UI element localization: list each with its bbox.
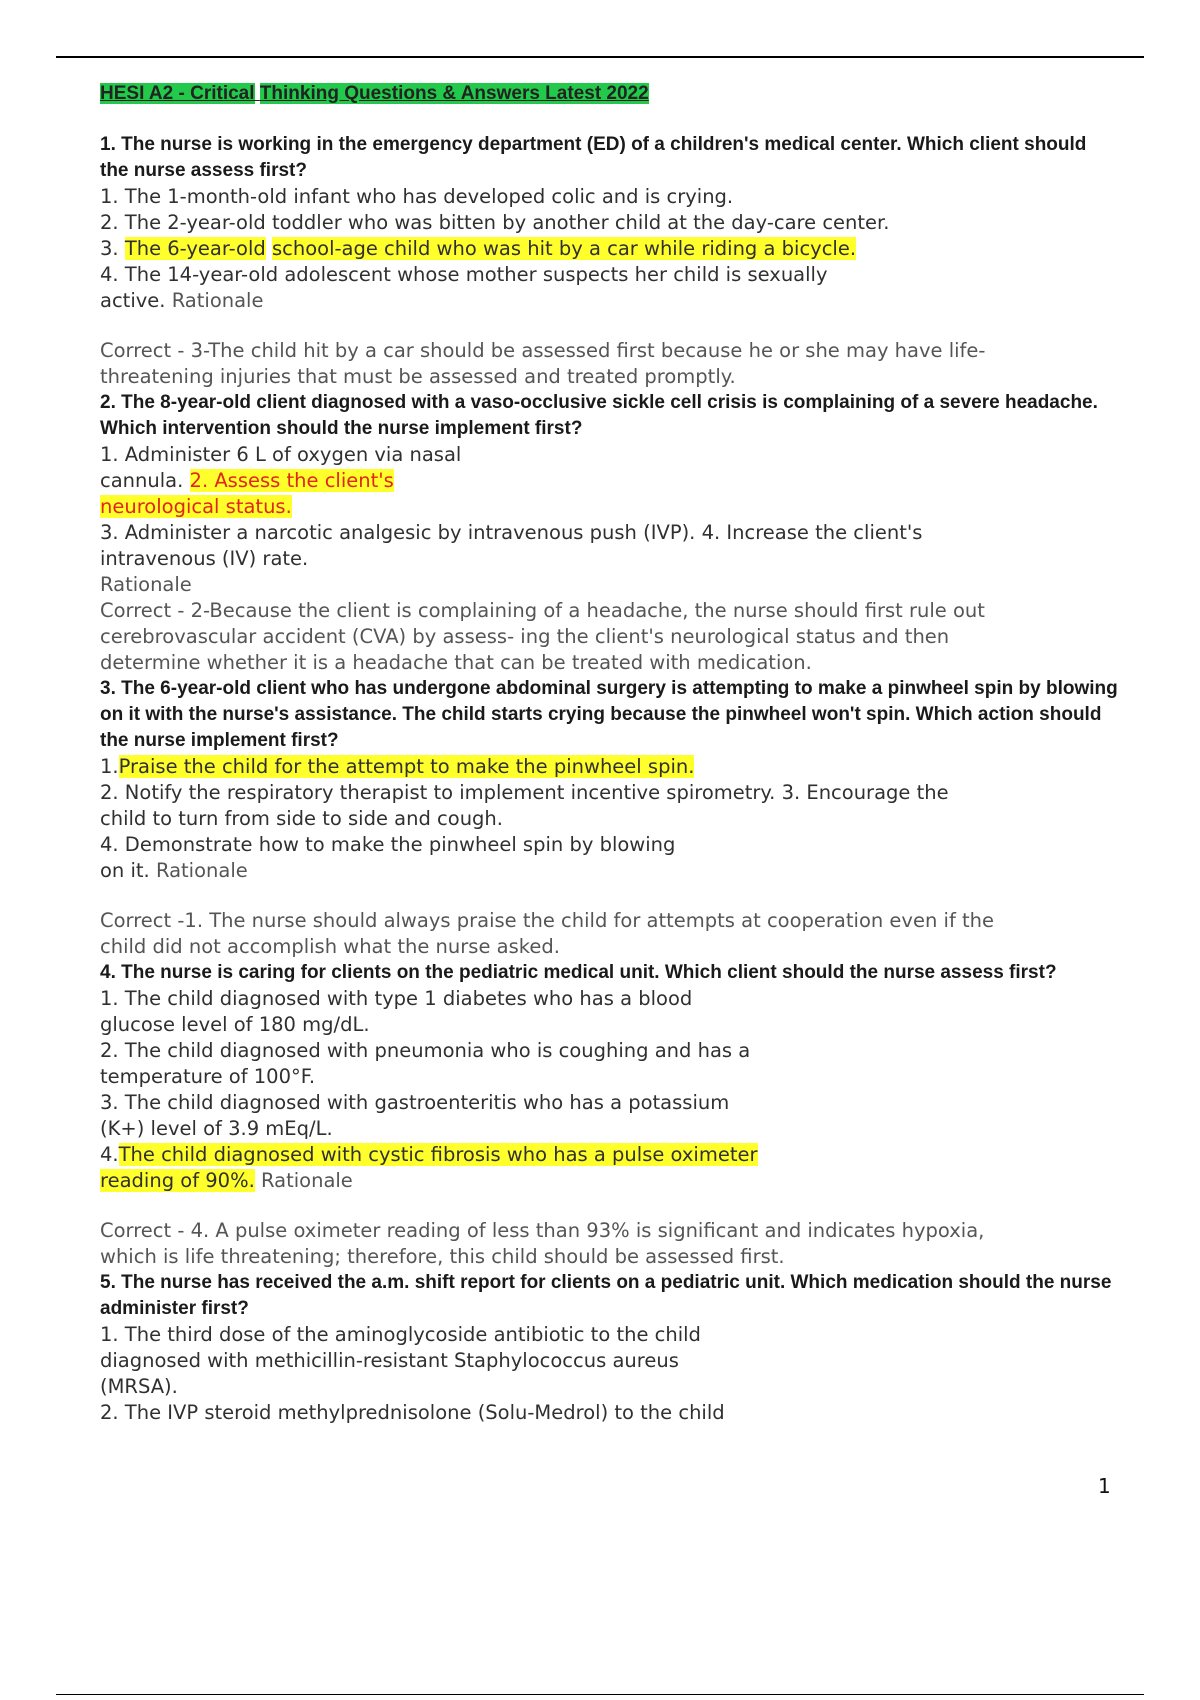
- q1-option-1: 1. The 1-month-old infant who has developed colic and is crying.: [100, 185, 734, 208]
- q4-option-4-line-1: [100, 1142, 1120, 1168]
- q4-option-1-line-2: glucose level of 180 mg/dL.: [100, 1013, 370, 1036]
- q3-correct-line-2: child did not accomplish what the nurse asked.: [100, 935, 560, 958]
- q1-option-3-highlight-a: The 6-year-old: [124, 237, 266, 260]
- q2-option-1-line-2-text: cannula.: [100, 469, 184, 492]
- q5-option-2-line-1: 2. The IVP steroid methylprednisolone (Solu-Medrol) to the child: [100, 1401, 725, 1424]
- q2-option-2-highlight-line-1: 2. Assess the client's: [189, 469, 394, 492]
- q1-option-3-highlight-b: school-age child who was hit by a car while riding a bicycle.: [271, 237, 857, 260]
- question-3-text: 3. The 6-year-old client who has undergone abdominal surgery is attempting to make a pinwheel spin by blowing on it with the nurse's assistance. The child starts crying because the pinwheel won't spin. Which action should the nurse implement first?: [100, 678, 1118, 751]
- q1-correct-line-2: threatening injuries that must be assessed and treated promptly.: [100, 365, 736, 388]
- q4-option-4-highlight-line-1: The child diagnosed with cystic fibrosis who has a pulse oximeter: [118, 1143, 758, 1166]
- document-title: [100, 80, 1120, 108]
- q4-rationale-label: Rationale: [261, 1169, 353, 1192]
- question-5: [100, 1270, 1120, 1426]
- q4-option-4-highlight-line-2: reading of 90%.: [100, 1169, 255, 1192]
- q3-option-2-line-1: 2. Notify the respiratory therapist to implement incentive spirometry. 3. Encourage the: [100, 781, 949, 804]
- question-5-text: 5. The nurse has received the a.m. shift report for clients on a pediatric unit. Which medication should the nurse administer first?: [100, 1272, 1112, 1319]
- question-1: [100, 132, 1120, 390]
- spacer: [100, 884, 1120, 908]
- document-page: [100, 80, 1120, 1426]
- question-4: [100, 960, 1120, 1270]
- q3-option-4-line-2-text: on it.: [100, 859, 150, 882]
- q3-correct-line-1: Correct -1. The nurse should always praise the child for attempts at cooperation even if the: [100, 909, 995, 932]
- q3-option-2-line-2: child to turn from side to side and cough.: [100, 807, 503, 830]
- q2-option-2-line-2: [100, 494, 1120, 520]
- q3-option-1-number: 1.: [100, 755, 119, 778]
- question-2-text: 2. The 8-year-old client diagnosed with a vaso-occlusive sickle cell crisis is complaining of a severe headache. Which intervention should the nurse implement first?: [100, 392, 1098, 439]
- q4-option-1-line-1: 1. The child diagnosed with type 1 diabetes who has a blood: [100, 987, 693, 1010]
- q3-option-1-highlight: Praise the child for the attempt to make the pinwheel spin.: [118, 755, 695, 778]
- q2-correct-line-3: determine whether it is a headache that can be treated with medication.: [100, 651, 812, 674]
- q1-option-2: 2. The 2-year-old toddler who was bitten by another child at the day-care center.: [100, 211, 890, 234]
- spacer: [100, 314, 1120, 338]
- q1-correct-line-1: Correct - 3-The child hit by a car should be assessed first because he or she may have life-: [100, 339, 986, 362]
- q4-option-2-line-2: temperature of 100°F.: [100, 1065, 316, 1088]
- q2-option-3-line-1: 3. Administer a narcotic analgesic by intravenous push (IVP). 4. Increase the client's: [100, 521, 923, 544]
- q1-option-4-line-2-text: active.: [100, 289, 166, 312]
- title-part-2: Thinking Questions & Answers Latest 2022: [259, 83, 649, 104]
- q4-option-2-line-1: 2. The child diagnosed with pneumonia who is coughing and has a: [100, 1039, 751, 1062]
- q2-correct-line-2: cerebrovascular accident (CVA) by assess- ing the client's neurological status and then: [100, 625, 950, 648]
- q2-option-1-line-2: [100, 468, 1120, 494]
- q2-option-1-line-1: 1. Administer 6 L of oxygen via nasal: [100, 443, 462, 466]
- q3-option-4-line-2: [100, 858, 1120, 884]
- q2-rationale-label: Rationale: [100, 573, 192, 596]
- q4-correct-line-2: which is life threatening; therefore, this child should be assessed first.: [100, 1245, 785, 1268]
- q4-option-4-number: 4.: [100, 1143, 119, 1166]
- q2-option-2-highlight-line-2: neurological status.: [100, 495, 292, 518]
- question-3: [100, 676, 1120, 960]
- q3-option-1: [100, 754, 1120, 780]
- q2-correct-line-1: Correct - 2-Because the client is complaining of a headache, the nurse should first rule out: [100, 599, 985, 622]
- q5-option-1-line-1: 1. The third dose of the aminoglycoside antibiotic to the child: [100, 1323, 701, 1346]
- question-2: [100, 390, 1120, 676]
- q2-option-3-line-2: intravenous (IV) rate.: [100, 547, 309, 570]
- q4-correct-line-1: Correct - 4. A pulse oximeter reading of less than 93% is significant and indicates hypoxia,: [100, 1219, 985, 1242]
- q1-rationale-label: Rationale: [171, 289, 264, 312]
- question-4-text: 4. The nurse is caring for clients on the pediatric medical unit. Which client should the nurse assess first?: [100, 962, 1057, 983]
- q4-option-3-line-1: 3. The child diagnosed with gastroenteritis who has a potassium: [100, 1091, 730, 1114]
- q3-rationale-label: Rationale: [155, 859, 248, 882]
- q4-option-3-line-2: (K+) level of 3.9 mEq/L.: [100, 1117, 333, 1140]
- question-1-text: 1. The nurse is working in the emergency department (ED) of a children's medical center. Which client should the nurse assess first?: [100, 134, 1087, 181]
- bottom-rule: [56, 1694, 1144, 1695]
- q1-option-3: [100, 236, 1120, 262]
- q5-option-1-line-2: diagnosed with methicillin-resistant Staphylococcus aureus: [100, 1349, 679, 1372]
- page-number: 1: [1098, 1474, 1111, 1498]
- q1-option-3-number: 3.: [100, 237, 125, 260]
- q4-option-4-line-2: [100, 1168, 1120, 1194]
- spacer: [100, 1194, 1120, 1218]
- title-part-1: HESI A2 - Critical: [100, 83, 255, 104]
- q5-option-1-line-3: (MRSA).: [100, 1375, 178, 1398]
- top-rule: [56, 56, 1144, 58]
- q3-option-4-line-1: 4. Demonstrate how to make the pinwheel spin by blowing: [100, 833, 676, 856]
- q1-option-4-line-1: 4. The 14-year-old adolescent whose mother suspects her child is sexually: [100, 263, 828, 286]
- q1-option-4-line-2: [100, 288, 1120, 314]
